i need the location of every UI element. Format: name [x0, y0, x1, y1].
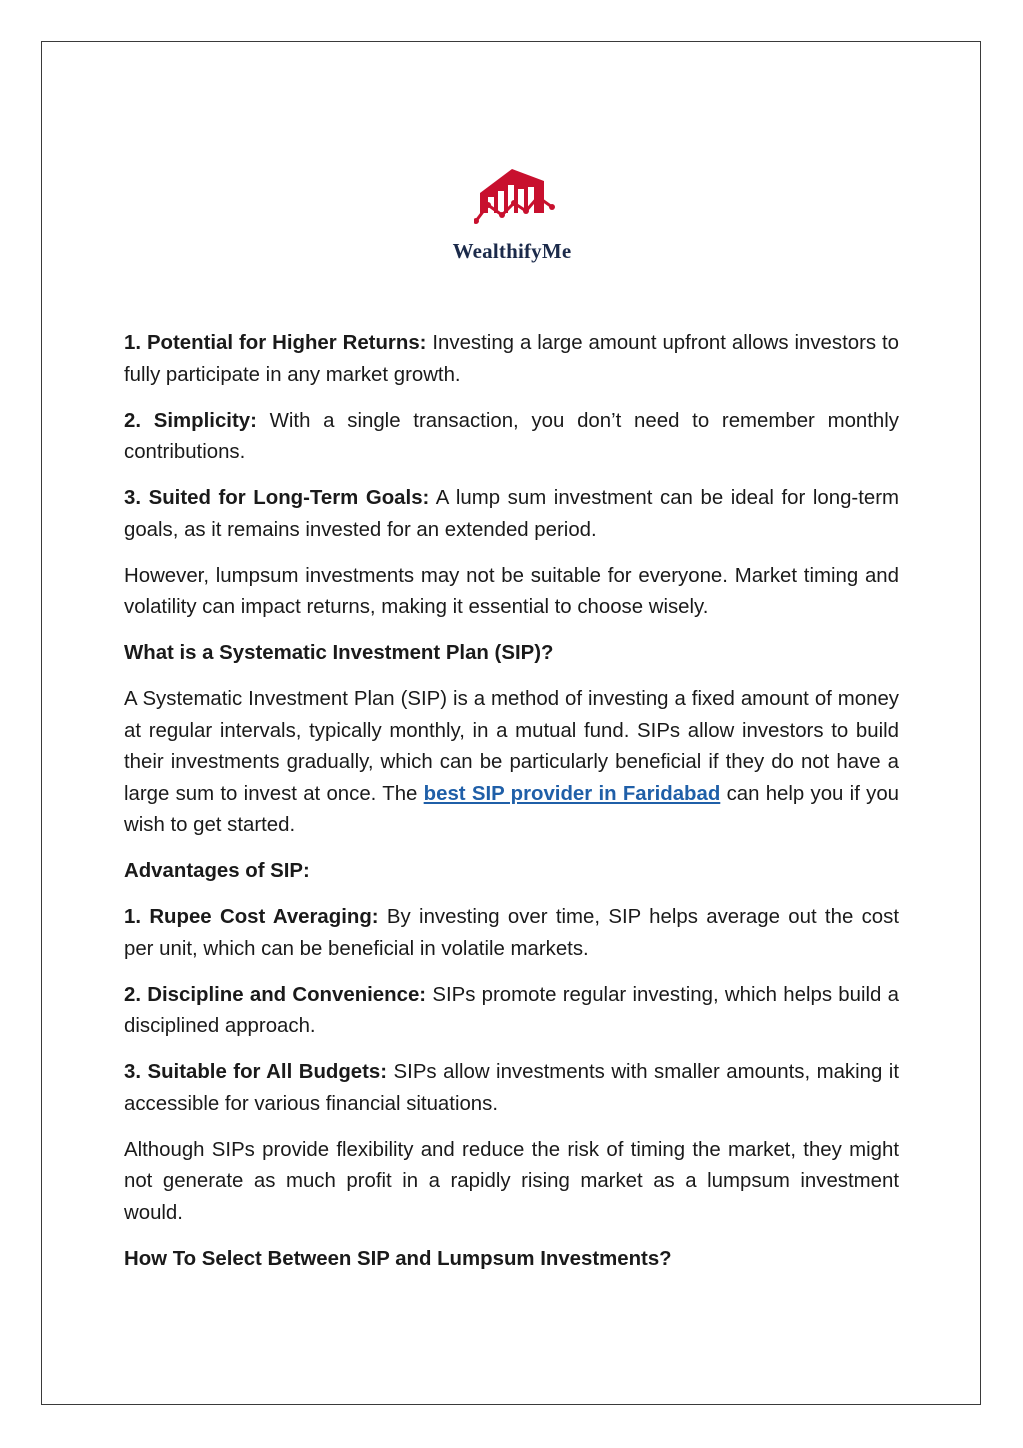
select-heading: How To Select Between SIP and Lumpsum Investments? — [124, 1247, 672, 1270]
item-label: 1. Potential for Higher Returns: — [124, 332, 427, 354]
item-text: SIPs promote regular investing, which helps build a disciplined approach. — [124, 983, 899, 1037]
list-item — [124, 980, 899, 1043]
logo-chart-icon — [474, 165, 556, 233]
list-item — [124, 483, 899, 546]
sip-intro-text: A Systematic Investment Plan (SIP) is a method of investing a fixed amount of money at regular intervals, typically monthly, in a mutual fund. SIPs allow investors to build their investments gradually, which can be particularly beneficial if they do not have a large sum to invest at once. The — [124, 688, 899, 805]
sip-advantages-heading: Advantages of SIP: — [124, 860, 310, 882]
logo-wordmark: WealthifyMe — [452, 239, 572, 263]
item-text: A lump sum investment can be ideal for long-term goals, as it remains invested for an extended period. — [124, 487, 899, 541]
item-label: 2. Discipline and Convenience: — [124, 983, 427, 1006]
sip-intro — [124, 684, 899, 842]
document-body — [124, 328, 899, 1290]
item-label: 1. Rupee Cost Averaging: — [124, 906, 379, 928]
item-label: 2. Simplicity: — [124, 409, 257, 432]
sip-heading: What is a Systematic Investment Plan (SIP)? — [124, 642, 554, 664]
item-label: 3. Suited for Long-Term Goals: — [124, 487, 430, 509]
wealthifyme-logo — [436, 165, 588, 265]
item-label: 3. Suitable for All Budgets: — [124, 1061, 388, 1083]
item-text: Investing a large amount upfront allows investors to fully participate in any market growth. — [124, 332, 899, 386]
list-item — [124, 406, 899, 469]
item-text: By investing over time, SIP helps average out the cost per unit, which can be beneficial in volatile markets. — [124, 906, 900, 960]
list-item — [124, 1057, 899, 1120]
list-item — [124, 902, 899, 965]
sip-intro-text-end: can help you if you wish to get started. — [124, 782, 899, 836]
sip-provider-link[interactable]: best SIP provider in Faridabad — [423, 782, 721, 805]
item-text: With a single transaction, you don’t need to remember monthly contributions. — [124, 409, 899, 463]
list-item — [124, 328, 899, 391]
sip-note: Although SIPs provide flexibility and reduce the risk of timing the market, they might not generate as much profit in a rapidly rising market as a lumpsum investment would. — [124, 1138, 899, 1224]
item-text: SIPs allow investments with smaller amounts, making it accessible for various financial situations. — [124, 1061, 900, 1115]
lumpsum-note: However, lumpsum investments may not be suitable for everyone. Market timing and volatility can impact returns, making it essential to choose wisely. — [124, 564, 899, 618]
